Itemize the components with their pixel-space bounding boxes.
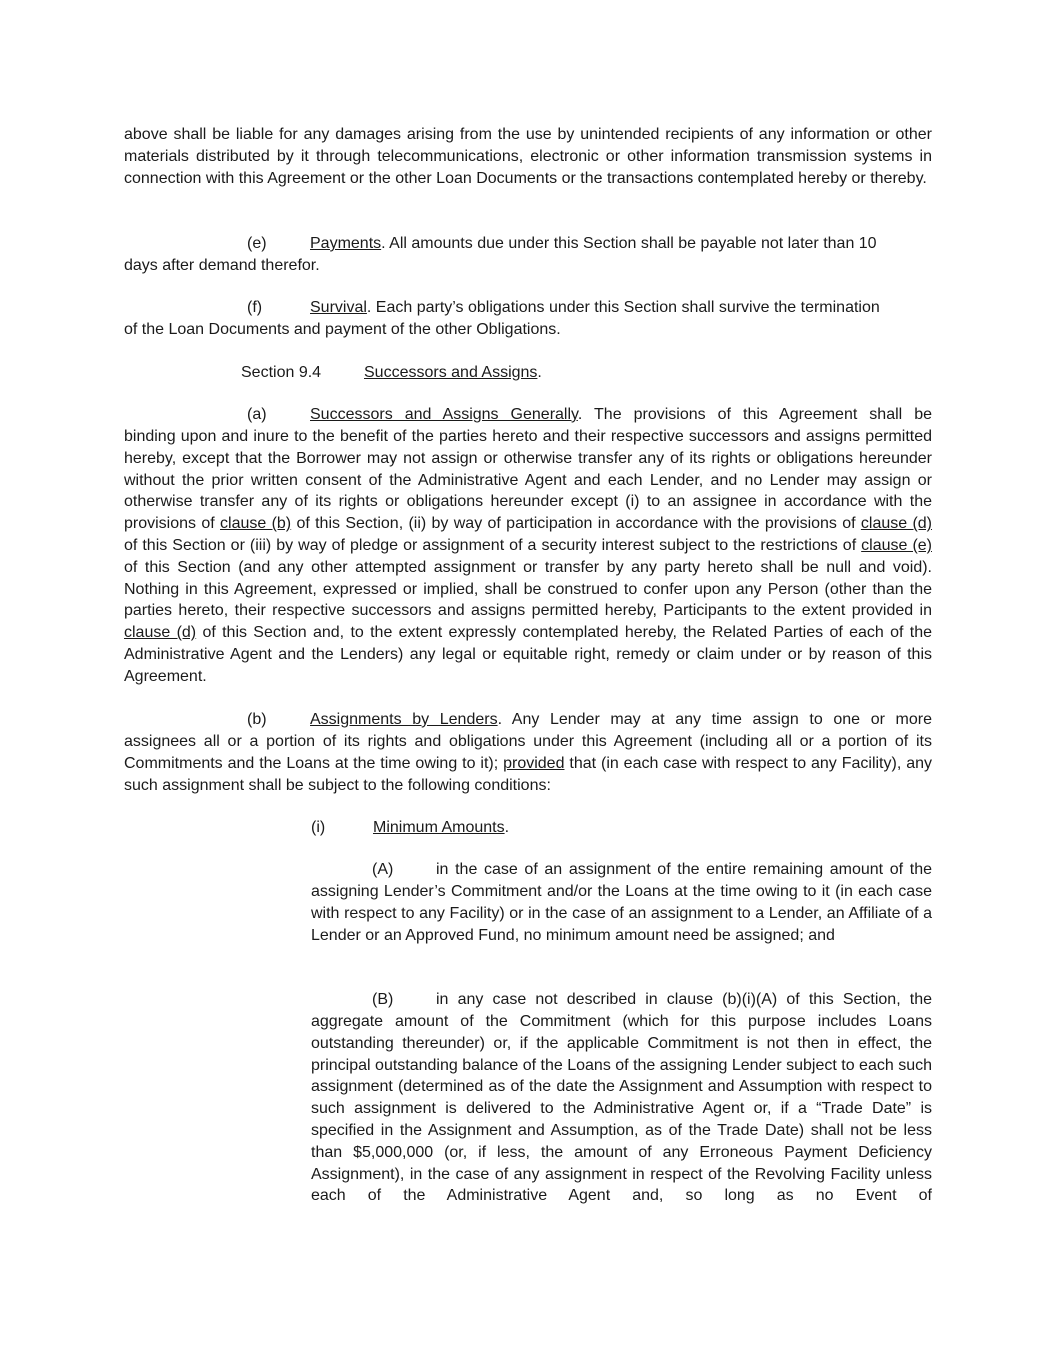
- sub-i-label: (i): [311, 819, 326, 836]
- section-trailing: .: [537, 364, 542, 381]
- para-f-first-line: [124, 297, 932, 319]
- para-a-first-line: [247, 404, 932, 426]
- sub-i-title: Minimum Amounts: [373, 819, 505, 836]
- sub-B-text: aggregate amount of the Commitment (which for this purpose includes Loans outstanding thereunder) or, if the applicable Commitment is not then in effect, the principal outstanding balance of the Loans of the assigning Lender subject to each such assignment (determined as of the date the Assignment and Assumption with respect to such assignment is delivered to the Administrative Agent or, if a “Trade Date” is specified in the Assignment and Assumption, as of the Trade Date) shall not be less than $5,000,000 (or, if less, the amount of any Erroneous Payment Deficiency Assignment), in the case of any assignment in respect of the Revolving Facility unless each of the Administrative Agent and, so long as no Event of: [311, 1013, 932, 1205]
- para-a-text-1: binding upon and inure to the benefit of the parties hereto and their respective successors and assigns permitted hereby, except that the Borrower may not assign or otherwise transfer any of its rights or obligations hereunder without the prior written consent of the Administrative Agent and each Lender, and no Lender may assign or otherwise transfer any of its rights or obligations hereunder except (i) to an assignee in accordance with the provisions of: [124, 428, 932, 533]
- clause-d-ref: clause (d): [860, 515, 933, 533]
- para-a-heading: Successors and Assigns Generally: [310, 406, 578, 423]
- para-e-heading: Payments: [310, 235, 382, 252]
- para-e-first-line-text: . All amounts due under this Section shall be payable not later than 10: [381, 235, 877, 252]
- para-b-text-2: that (in each case with respect to any Facility), any such assignment shall be subject to the following conditions:: [124, 754, 932, 794]
- para-e-rest: [124, 255, 932, 277]
- section-heading: [241, 362, 542, 384]
- sub-i-trailing: .: [504, 819, 510, 836]
- para-b-first-line: [247, 709, 932, 731]
- sub-B-first-line-text: in any case not described in clause (b)(i)(A) of this Section, the: [436, 991, 932, 1008]
- para-f-label: (f): [247, 299, 263, 316]
- para-a-text-4: of this Section (and any other attempted assignment or transfer by any party hereto shall be null and void). Nothing in this Agreement, expressed or implied, shall be construed to confer upon any Person (other than the parties hereto, their respective successors and assigns permitted hereby, Participants to the extent provided in: [124, 558, 932, 620]
- para-f-rest-text: of the Loan Documents and payment of the other Obligations.: [124, 321, 561, 338]
- sub-B-first-line: [372, 989, 932, 1011]
- clause-e-ref: clause (e): [861, 536, 932, 554]
- para-e-label: (e): [247, 235, 267, 252]
- sub-A-text: assigning Lender’s Commitment and/or the Loans at the time owing to it (in each case with respect to any Facility) or in the case of an assignment to a Lender, an Affiliate of a Lender or an Approved Fund, no minimum amount need be assigned; and: [311, 883, 932, 944]
- sub-i-heading: [311, 817, 509, 839]
- para-f-rest: [124, 319, 932, 341]
- para-a-text-3: of this Section or (iii) by way of pledge or assignment of a security interest subject to the restrictions of: [124, 536, 862, 554]
- sub-A-body: [311, 881, 932, 946]
- intro-text: above shall be liable for any damages arising from the use by unintended recipients of any information or other materials distributed by it through telecommunications, electronic or other information transmission systems in connection with this Agreement or the other Loan Documents or the transactions contemplated hereby or thereby.: [124, 126, 932, 187]
- para-b-label: (b): [247, 711, 267, 728]
- clause-b-ref: clause (b): [220, 515, 292, 533]
- sub-B-body: [311, 1011, 932, 1207]
- para-a-body: [124, 426, 932, 688]
- sub-A-first-line-text: in the case of an assignment of the entire remaining amount of the: [436, 861, 932, 878]
- para-a-text-2: of this Section, (ii) by way of participation in accordance with the provisions of: [291, 515, 861, 533]
- para-b-text-1: assignees all or a portion of its rights and obligations under this Agreement (including all or a portion of its Commitments and the Loans at the time owing to it);: [124, 733, 932, 772]
- section-number: Section 9.4: [241, 364, 322, 381]
- para-b-body: [124, 731, 932, 796]
- sub-B-label: (B): [372, 991, 394, 1008]
- para-f-heading: Survival: [310, 299, 367, 316]
- para-a-label: (a): [247, 406, 267, 423]
- para-a-text-5: of this Section and, to the extent expressly contemplated hereby, the Related Parties of each of the Administrative Agent and the Lenders) any legal or equitable right, remedy or claim under or by reason of this Agreement.: [124, 624, 933, 685]
- para-b-first-line-text: . Any Lender may at any time assign to one or more: [497, 711, 933, 728]
- para-b-heading: Assignments by Lenders: [310, 711, 498, 728]
- para-e-rest-text: days after demand therefor.: [124, 257, 320, 274]
- para-f-first-line-text: . Each party’s obligations under this Section shall survive the termination: [366, 299, 880, 316]
- para-a-first-line-text: . The provisions of this Agreement shall be: [577, 406, 933, 423]
- clause-d-ref-2: clause (d): [124, 624, 197, 642]
- provided-term: provided: [503, 754, 565, 772]
- intro-paragraph: [124, 124, 932, 189]
- sub-A-first-line: [372, 859, 932, 881]
- section-title: Successors and Assigns: [364, 364, 538, 381]
- para-e-first-line: [124, 233, 932, 255]
- sub-A-label: (A): [372, 861, 394, 878]
